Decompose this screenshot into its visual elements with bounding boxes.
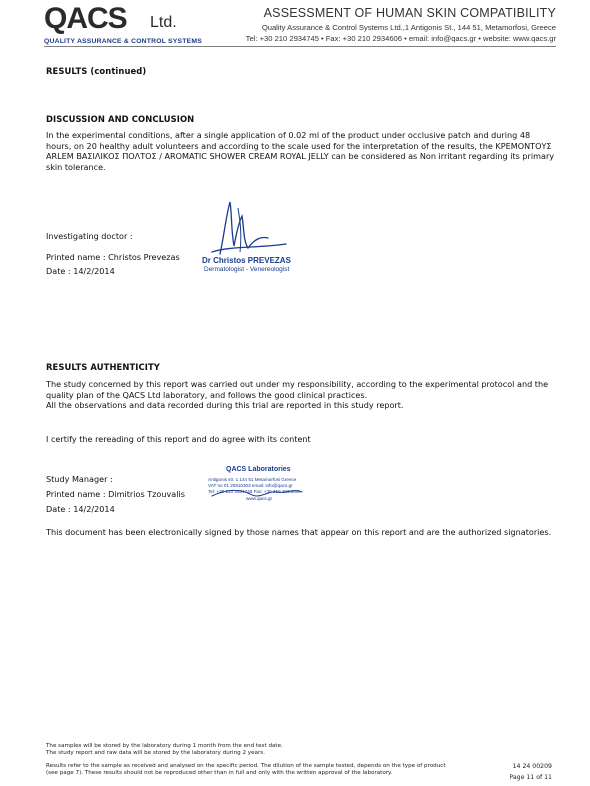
footer-note: The samples will be stored by the laboratory during 1 month from the end test date. [46, 743, 283, 749]
manager-date: Date : 14/2/2014 [46, 504, 115, 514]
discussion-line: hours, on 20 healthy adult volunteers and according to the scale used for the interpretation of the results, the ΚΡΕΜΟΝΤΟΥΣ [46, 140, 552, 151]
stamp-line: www.qacs.gr [246, 496, 273, 501]
page-number: Page 11 of 11 [509, 774, 552, 781]
logo-suffix: Ltd. [150, 14, 177, 31]
doctor-date: Date : 14/2/2014 [46, 266, 115, 276]
header-divider [44, 46, 556, 47]
footer-note: Results refer to the sample as received and analysed on the specific period. The dilution of the sample tested, depends on the type of product [46, 763, 446, 769]
footer-notes [46, 743, 283, 757]
stamp-line: VAT no 01 20910303 email: info@qacs.gr [208, 483, 293, 488]
discussion-line: ΑRLEM ΒΑΣΙΛΙΚΟΣ ΠΟΛΤΟΣ / AROMATIC SHOWER CREAM ROYAL JELLY can be considered as Non irritant regarding its primary [46, 151, 555, 162]
company-logo [44, 4, 216, 46]
logo-tagline: QUALITY ASSURANCE & CONTROL SYSTEMS [44, 38, 202, 45]
manager-signature-icon [204, 466, 310, 516]
company-address: Quality Assurance & Control Systems Ltd.,1 Antigonis St., 144 51, Metamorfosi, Greece [261, 23, 556, 32]
stamp-line: Tel: +30 210 2934745 Fax: +30 210 2934606 [208, 489, 300, 494]
stamp-line: Antigonis str. 1 144 51 Metamorfosi Greece [208, 477, 297, 482]
certify-statement: I certify the rereading of this report and do agree with its content [46, 434, 311, 444]
signature-title: Dermatologist - Venereologist [204, 266, 290, 273]
logo-wordmark: QACS [44, 2, 127, 35]
company-contact: Tel: +30 210 2934745 • Fax: +30 210 2934606 • email: info@qacs.gr • website: www.qacs.gr [245, 34, 556, 43]
footer-disclaimer [46, 763, 446, 777]
signature-scribble-icon [190, 196, 300, 258]
section-heading-discussion: DISCUSSION AND CONCLUSION [46, 114, 195, 124]
authenticity-line: All the observations and data recorded during this trial are reported in this study report. [46, 400, 404, 411]
manager-printed-name: Printed name : Dimitrios Tzouvalis [46, 489, 185, 499]
discussion-line: In the experimental conditions, after a single application of 0.02 ml of the product under occlusive patch and during 48 [46, 130, 531, 140]
section-heading-results-continued: RESULTS (continued) [46, 66, 147, 76]
reference-code: 14 24 00209 [512, 763, 552, 770]
electronic-signature-note: This document has been electronically signed by those names that appear on this report and are the authorized signatories. [46, 527, 552, 537]
discussion-paragraph [46, 130, 558, 172]
doctor-printed-name: Printed name : Christos Prevezas [46, 252, 180, 262]
stamp-title: QACS Laboratories [226, 466, 291, 473]
authenticity-line: The study concerned by this report was carried out under my responsibility, according to the experimental protocol and the [46, 379, 549, 389]
section-heading-authenticity: RESULTS AUTHENTICITY [46, 362, 160, 372]
investigating-doctor-label: Investigating doctor : [46, 231, 133, 241]
doctor-signature-stamp [190, 196, 300, 278]
laboratory-stamp [204, 466, 310, 516]
authenticity-paragraph [46, 379, 558, 411]
authenticity-line: quality plan of the QACS Ltd laboratory, and follows the good clinical practices. [46, 389, 368, 400]
footer-note: The study report and raw data will be stored by the laboratory during 2 years. [46, 750, 265, 757]
study-manager-label: Study Manager : [46, 474, 113, 484]
signature-name: Dr Christos PREVEZAS [202, 256, 291, 265]
report-title: ASSESSMENT OF HUMAN SKIN COMPATIBILITY [263, 6, 556, 20]
discussion-line: skin tolerance. [46, 161, 106, 172]
footer-note: (see page 7). These results should not be reproduced other than in full and only with the written approval of the laboratory. [46, 770, 393, 777]
